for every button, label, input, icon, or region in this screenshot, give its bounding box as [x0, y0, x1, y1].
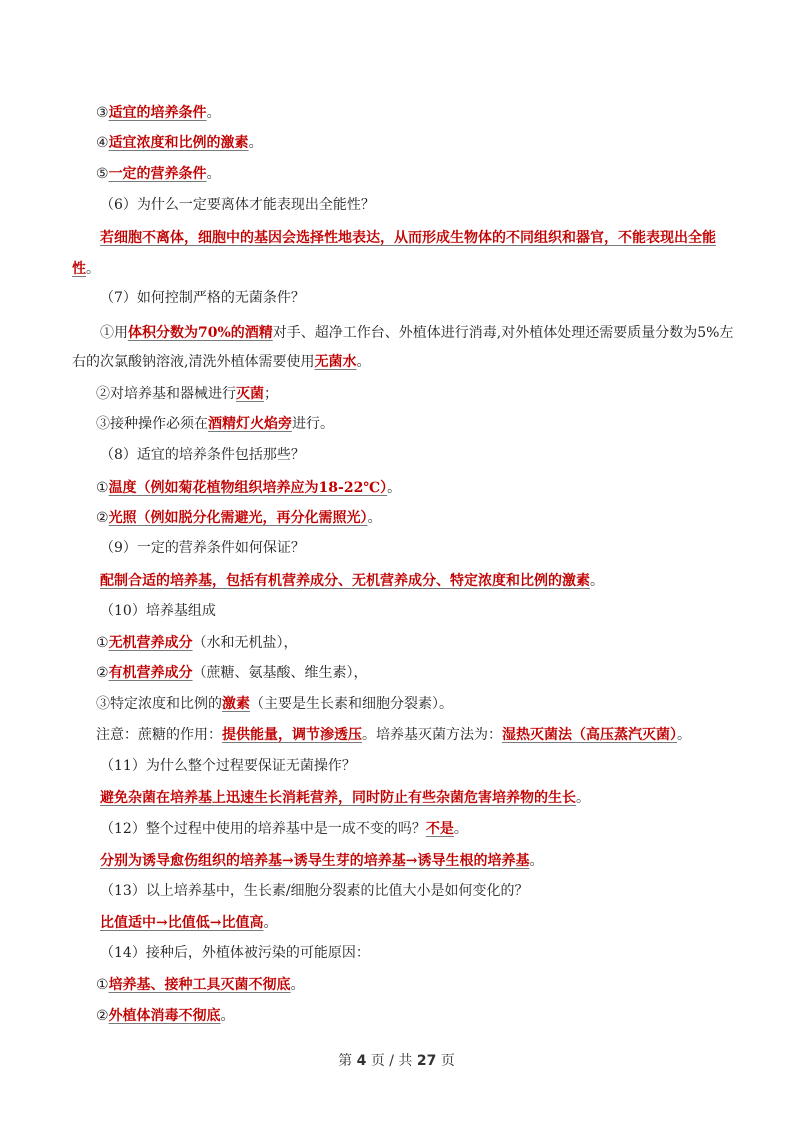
answer-text: 温度（例如菊花植物组织培养应为18-22℃）: [108, 480, 388, 496]
body-text: ④: [96, 135, 109, 151]
body-text: 右的次氯酸钠溶液,清洗外植体需要使用: [72, 354, 315, 370]
body-text: ①: [96, 635, 109, 651]
text-line: [100, 571, 604, 591]
body-text: 。: [529, 853, 544, 869]
text-line: [100, 881, 529, 901]
footer-middle: 页 / 共: [370, 1053, 413, 1069]
body-text: （10）培养基组成: [100, 603, 216, 619]
answer-text: 比值适中→比值低→比值高: [100, 915, 264, 931]
text-line: [96, 663, 368, 683]
body-text: 。培养基灭菌方法为：: [362, 727, 502, 743]
body-text: ②对培养基和器械进行: [96, 386, 236, 402]
answer-text: 避免杂菌在培养基上迅速生长消耗营养，同时防止有些杂菌危害培养物的生长: [100, 790, 576, 806]
answer-text: 不是: [425, 821, 454, 837]
body-text: ②: [96, 510, 109, 526]
text-line: [72, 259, 100, 279]
body-text: ②: [96, 1008, 109, 1024]
body-text: 。: [576, 790, 590, 806]
body-text: 。: [86, 261, 100, 277]
answer-text: 外植体消毒不彻底: [108, 1008, 221, 1024]
body-text: ③: [96, 105, 109, 121]
body-text: （7）如何控制严格的无菌条件？: [100, 290, 305, 306]
body-text: 进行。: [292, 416, 334, 432]
answer-text: 一定的营养条件: [108, 166, 207, 182]
text-line: [100, 288, 305, 308]
body-text: （11）为什么整个过程要保证无菌操作？: [100, 758, 356, 774]
answer-text: 灭菌: [236, 386, 264, 402]
body-text: ①: [96, 480, 109, 496]
answer-text: 湿热灭菌法（高压蒸汽灭菌）: [502, 727, 677, 743]
answer-text: 适宜浓度和比例的激素: [108, 135, 249, 151]
body-text: ①: [96, 977, 109, 993]
text-line: [96, 164, 221, 184]
body-text: ②: [96, 665, 109, 681]
answer-text: 提供能量，调节渗透压: [222, 727, 362, 743]
answer-text: 酒精灯火焰旁: [208, 416, 292, 432]
text-line: [100, 228, 716, 248]
answer-text: 光照（例如脱分化需避光，再分化需照光）: [108, 510, 368, 526]
body-text: 。: [248, 135, 263, 151]
text-line: [100, 195, 375, 215]
body-text: （8）适宜的培养条件包括那些？: [100, 447, 305, 463]
answer-text: 分别为诱导愈伤组织的培养基→诱导生芽的培养基→诱导生根的培养基: [100, 853, 530, 869]
text-line: [100, 913, 277, 933]
body-text: 。: [220, 1008, 235, 1024]
answer-text: 性: [72, 261, 86, 277]
text-line: [96, 694, 453, 714]
body-text: （主要是生长素和细胞分裂素）。: [250, 696, 453, 712]
body-text: 对手、超净工作台、外植体进行消毒,对外植体处理还需要质量分数为5%左: [272, 325, 734, 341]
text-line: [96, 725, 691, 745]
text-line: [100, 788, 590, 808]
text-line: [96, 478, 401, 498]
text-line: [100, 323, 733, 343]
text-line: [96, 508, 382, 528]
body-text: 。: [590, 573, 604, 589]
body-text: （水和无机盐），: [192, 635, 298, 651]
text-line: [72, 352, 370, 372]
body-text: 注意：蔗糖的作用：: [96, 727, 222, 743]
body-text: 。: [290, 977, 305, 993]
body-text: ①用: [100, 325, 128, 341]
text-line: [96, 1006, 235, 1026]
answer-text: 若细胞不离体，细胞中的基因会选择性地表达，从而形成生物体的不同组织和器官，不能表现出全能: [100, 230, 716, 246]
text-line: [100, 756, 356, 776]
body-text: ③特定浓度和比例的: [96, 696, 222, 712]
answer-text: 无机营养成分: [108, 635, 193, 651]
text-line: [96, 414, 334, 434]
body-text: （14）接种后，外植体被污染的可能原因：: [100, 945, 370, 961]
text-line: [100, 819, 468, 839]
body-text: 。: [263, 915, 278, 931]
body-text: 。: [677, 727, 691, 743]
body-text: 。: [356, 354, 371, 370]
text-line: [100, 601, 216, 621]
answer-text: 激素: [222, 696, 250, 712]
body-text: （9）一定的营养条件如何保证？: [100, 540, 305, 556]
total-pages-number: 27: [416, 1053, 437, 1069]
page-footer: [0, 1050, 793, 1070]
text-line: [100, 851, 543, 871]
body-text: 。: [453, 821, 468, 837]
text-line: [100, 445, 305, 465]
body-text: （12）整个过程中使用的培养基中是一成不变的吗？: [100, 821, 426, 837]
answer-text: 有机营养成分: [108, 665, 193, 681]
text-line: [96, 633, 298, 653]
body-text: ③接种操作必须在: [96, 416, 208, 432]
text-line: [96, 384, 278, 404]
body-text: 。: [367, 510, 382, 526]
footer-prefix: 第: [338, 1053, 353, 1069]
answer-text: 培养基、接种工具灭菌不彻底: [108, 977, 291, 993]
text-line: [96, 133, 263, 153]
body-text: 。: [206, 166, 221, 182]
text-line: [100, 538, 305, 558]
answer-text: 无菌水: [314, 354, 357, 370]
answer-text: 适宜的培养条件: [108, 105, 207, 121]
body-text: （13）以上培养基中，生长素/细胞分裂素的比值大小是如何变化的？: [100, 883, 529, 899]
body-text: ⑤: [96, 166, 109, 182]
footer-suffix: 页: [440, 1053, 455, 1069]
body-text: ；: [264, 386, 278, 402]
answer-text: 体积分数为70%的酒精: [128, 325, 273, 341]
body-text: 。: [206, 105, 221, 121]
current-page-number: 4: [356, 1053, 367, 1069]
body-text: （6）为什么一定要离体才能表现出全能性？: [100, 197, 375, 213]
body-text: （蔗糖、氨基酸、维生素），: [192, 665, 368, 681]
text-line: [96, 975, 305, 995]
text-line: [100, 943, 370, 963]
answer-text: 配制合适的培养基，包括有机营养成分、无机营养成分、特定浓度和比例的激素: [100, 573, 590, 589]
body-text: 。: [387, 480, 402, 496]
text-line: [96, 103, 221, 123]
